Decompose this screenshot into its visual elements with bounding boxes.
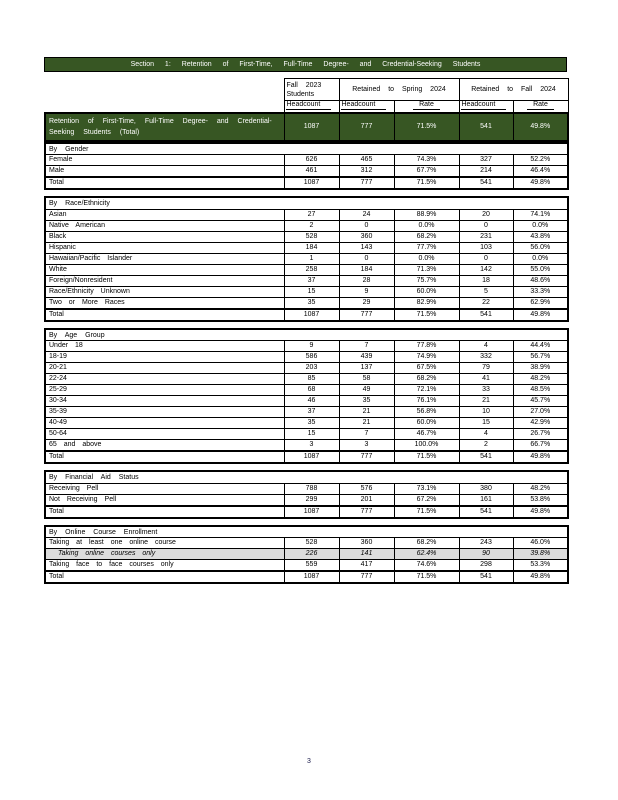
cell-fall2023-headcount: 46 [284, 396, 339, 407]
row-label: Female [45, 155, 284, 166]
cell-fall2024-rate: 74.1% [513, 209, 568, 220]
cell-fall2023-headcount: 184 [284, 242, 339, 253]
table-row [45, 483, 568, 494]
cell-fall2023-headcount: 461 [284, 166, 339, 178]
cell-fall2024-rate: 49.8% [513, 309, 568, 321]
table-row [45, 264, 568, 275]
cell-spring-headcount: 777 [339, 451, 394, 463]
table-row [45, 440, 568, 452]
row-label: Native American [45, 220, 284, 231]
cell-spring-rate: 56.8% [394, 407, 459, 418]
cell-spring-headcount: 49 [339, 385, 394, 396]
section-title-label: By Age Group [45, 329, 568, 341]
cell-fall2024-rate: 53.8% [513, 494, 568, 506]
section-total-row [45, 177, 568, 189]
cell-spring-headcount: 141 [339, 549, 394, 560]
cell-spring-headcount: 21 [339, 418, 394, 429]
cell-fall2023-headcount: 1087 [284, 451, 339, 463]
row-label: Receiving Pell [45, 483, 284, 494]
cell-spring-rate: 76.1% [394, 396, 459, 407]
cell-spring-headcount: 777 [339, 571, 394, 583]
row-label: Not Receiving Pell [45, 494, 284, 506]
cell-fall2023-headcount: 226 [284, 549, 339, 560]
cell-fall2024-headcount: 231 [459, 231, 513, 242]
cell-spring-rate: 60.0% [394, 286, 459, 297]
col-header-headcount-fall2023: Headcount [284, 101, 339, 113]
cell-spring-rate: 77.7% [394, 242, 459, 253]
cell-fall2024-headcount: 0 [459, 253, 513, 264]
row-label: Total [45, 177, 284, 189]
cell-fall2024-headcount: 243 [459, 538, 513, 549]
cell-spring-rate: 74.3% [394, 155, 459, 166]
cell-fall2023-headcount: 1087 [284, 309, 339, 321]
cell-fall2024-headcount: 15 [459, 418, 513, 429]
cell-fall2024-headcount: 41 [459, 374, 513, 385]
cell-fall2024-headcount: 541 [459, 451, 513, 463]
cell-fall2024-rate: 52.2% [513, 155, 568, 166]
cell-spring-headcount: 58 [339, 374, 394, 385]
grand-total-label: Retention of First-Time, Full-Time Degree- and Credential-Seeking Students (Total) [45, 113, 284, 141]
table-row [45, 220, 568, 231]
table-row [45, 253, 568, 264]
cell-spring-rate: 71.5% [394, 571, 459, 583]
cell-fall2024-headcount: 332 [459, 352, 513, 363]
cell-spring-headcount: 7 [339, 341, 394, 352]
cell-spring-rate: 71.5% [394, 506, 459, 518]
cell-spring-headcount: 360 [339, 231, 394, 242]
cell-fall2024-headcount: 298 [459, 560, 513, 572]
table-row [45, 166, 568, 178]
row-label: Total [45, 451, 284, 463]
cell-fall2024-rate: 62.9% [513, 297, 568, 309]
cell-spring-headcount: 9 [339, 286, 394, 297]
section-title-label: By Financial Aid Status [45, 471, 568, 483]
cell-spring-rate: 100.0% [394, 440, 459, 452]
row-label: Male [45, 166, 284, 178]
blank-corner-cell [45, 101, 284, 113]
table-row [45, 538, 568, 549]
section-title-label: By Gender [45, 143, 568, 155]
cell-fall2023-headcount: 299 [284, 494, 339, 506]
cell-fall2023-headcount: 1 [284, 253, 339, 264]
cell-fall2024-headcount: 90 [459, 549, 513, 560]
cell-fall2024-rate: 44.4% [513, 341, 568, 352]
cell-spring-rate: 77.8% [394, 341, 459, 352]
cell-spring-headcount: 137 [339, 363, 394, 374]
cell-fall2024-rate: 48.2% [513, 374, 568, 385]
row-label: Black [45, 231, 284, 242]
table-row [45, 429, 568, 440]
row-label: Taking at least one online course [45, 538, 284, 549]
cell-spring-headcount: 21 [339, 407, 394, 418]
table-row [45, 363, 568, 374]
cell-fall2024-headcount: 327 [459, 155, 513, 166]
cell-spring-rate: 0.0% [394, 220, 459, 231]
cell-fall2023-headcount: 203 [284, 363, 339, 374]
table-row [45, 549, 568, 560]
table-row [45, 494, 568, 506]
cell-spring-headcount: 29 [339, 297, 394, 309]
col-group-retained-to-fall-2024: Retained to Fall 2024 [459, 79, 568, 101]
cell-fall2023-headcount: 35 [284, 418, 339, 429]
cell-spring-headcount: 777 [339, 177, 394, 189]
cell-fall2024-headcount: 380 [459, 483, 513, 494]
cell-fall2023-headcount: 35 [284, 297, 339, 309]
grand-total-fall2023-headcount: 1087 [284, 113, 339, 141]
table-row [45, 242, 568, 253]
cell-spring-headcount: 360 [339, 538, 394, 549]
row-label: 40-49 [45, 418, 284, 429]
cell-fall2024-rate: 48.5% [513, 385, 568, 396]
cell-fall2024-rate: 48.6% [513, 275, 568, 286]
cell-fall2023-headcount: 586 [284, 352, 339, 363]
table-row [45, 418, 568, 429]
row-label: 25-29 [45, 385, 284, 396]
row-label: 50-64 [45, 429, 284, 440]
cell-fall2023-headcount: 528 [284, 231, 339, 242]
section-title-row [45, 471, 568, 483]
cell-fall2024-rate: 45.7% [513, 396, 568, 407]
cell-spring-rate: 73.1% [394, 483, 459, 494]
cell-spring-rate: 71.3% [394, 264, 459, 275]
sections-container [44, 142, 567, 585]
grand-total-row [45, 113, 568, 141]
cell-fall2023-headcount: 1087 [284, 177, 339, 189]
cell-fall2023-headcount: 3 [284, 440, 339, 452]
cell-fall2023-headcount: 528 [284, 538, 339, 549]
cell-fall2024-rate: 49.8% [513, 506, 568, 518]
section-table [44, 470, 569, 519]
cell-fall2024-headcount: 103 [459, 242, 513, 253]
cell-fall2024-rate: 66.7% [513, 440, 568, 452]
row-label: 65 and above [45, 440, 284, 452]
table-row [45, 341, 568, 352]
cell-spring-headcount: 576 [339, 483, 394, 494]
cell-fall2024-headcount: 79 [459, 363, 513, 374]
row-label: 35-39 [45, 407, 284, 418]
cell-fall2024-headcount: 20 [459, 209, 513, 220]
cell-spring-rate: 68.2% [394, 538, 459, 549]
cell-fall2024-headcount: 541 [459, 309, 513, 321]
cell-spring-rate: 0.0% [394, 253, 459, 264]
cell-spring-headcount: 184 [339, 264, 394, 275]
table-row [45, 396, 568, 407]
table-row [45, 407, 568, 418]
section-total-row [45, 506, 568, 518]
row-label: Under 18 [45, 341, 284, 352]
row-label: White [45, 264, 284, 275]
section-title-bar [44, 57, 567, 72]
cell-spring-rate: 74.6% [394, 560, 459, 572]
row-label: Total [45, 309, 284, 321]
cell-fall2024-rate: 46.0% [513, 538, 568, 549]
cell-fall2024-rate: 42.9% [513, 418, 568, 429]
row-label: Asian [45, 209, 284, 220]
cell-spring-headcount: 201 [339, 494, 394, 506]
grand-total-fall2024-rate: 49.8% [513, 113, 568, 141]
cell-spring-rate: 75.7% [394, 275, 459, 286]
cell-spring-rate: 68.2% [394, 231, 459, 242]
cell-fall2024-rate: 33.3% [513, 286, 568, 297]
cell-spring-headcount: 417 [339, 560, 394, 572]
cell-fall2024-rate: 48.2% [513, 483, 568, 494]
cell-spring-headcount: 3 [339, 440, 394, 452]
cell-spring-headcount: 777 [339, 309, 394, 321]
cell-fall2024-rate: 0.0% [513, 220, 568, 231]
cell-spring-rate: 88.9% [394, 209, 459, 220]
cell-fall2024-headcount: 4 [459, 429, 513, 440]
cell-spring-rate: 67.2% [394, 494, 459, 506]
cell-spring-rate: 46.7% [394, 429, 459, 440]
section-table [44, 525, 569, 585]
cell-fall2024-headcount: 4 [459, 341, 513, 352]
row-label: Two or More Races [45, 297, 284, 309]
column-subheader-row [45, 101, 568, 113]
cell-fall2023-headcount: 27 [284, 209, 339, 220]
column-group-header-row [45, 79, 568, 101]
cell-fall2024-rate: 53.3% [513, 560, 568, 572]
cell-fall2024-headcount: 5 [459, 286, 513, 297]
cell-spring-headcount: 0 [339, 220, 394, 231]
cell-fall2024-rate: 56.7% [513, 352, 568, 363]
table-row [45, 209, 568, 220]
section-table [44, 196, 569, 322]
col-group-retained-to-spring-2024: Retained to Spring 2024 [339, 79, 459, 101]
table-row [45, 231, 568, 242]
cell-fall2024-rate: 43.8% [513, 231, 568, 242]
cell-fall2023-headcount: 559 [284, 560, 339, 572]
row-label: 20-21 [45, 363, 284, 374]
grand-total-spring-rate: 71.5% [394, 113, 459, 141]
cell-fall2023-headcount: 37 [284, 407, 339, 418]
cell-fall2023-headcount: 9 [284, 341, 339, 352]
cell-fall2024-rate: 0.0% [513, 253, 568, 264]
cell-fall2024-rate: 49.8% [513, 451, 568, 463]
row-label: Taking online courses only [45, 549, 284, 560]
cell-fall2023-headcount: 37 [284, 275, 339, 286]
row-label: Hispanic [45, 242, 284, 253]
cell-spring-rate: 67.7% [394, 166, 459, 178]
summary-header-table [44, 78, 569, 142]
cell-spring-rate: 71.5% [394, 177, 459, 189]
cell-spring-headcount: 7 [339, 429, 394, 440]
cell-spring-headcount: 143 [339, 242, 394, 253]
table-row [45, 385, 568, 396]
cell-fall2024-rate: 26.7% [513, 429, 568, 440]
cell-fall2024-headcount: 2 [459, 440, 513, 452]
cell-spring-rate: 74.9% [394, 352, 459, 363]
col-group-fall-2023-students: Fall 2023 Students [284, 79, 339, 101]
section-table [44, 142, 569, 191]
row-label: Race/Ethnicity Unknown [45, 286, 284, 297]
row-label: Hawaiian/Pacific Islander [45, 253, 284, 264]
cell-fall2023-headcount: 788 [284, 483, 339, 494]
row-label: 18-19 [45, 352, 284, 363]
cell-spring-headcount: 439 [339, 352, 394, 363]
cell-fall2023-headcount: 85 [284, 374, 339, 385]
cell-fall2023-headcount: 258 [284, 264, 339, 275]
cell-fall2024-headcount: 541 [459, 177, 513, 189]
blank-corner-cell [45, 79, 284, 101]
row-label: Total [45, 571, 284, 583]
cell-fall2023-headcount: 2 [284, 220, 339, 231]
grand-total-spring-headcount: 777 [339, 113, 394, 141]
cell-fall2024-rate: 46.4% [513, 166, 568, 178]
table-row [45, 275, 568, 286]
cell-spring-rate: 67.5% [394, 363, 459, 374]
cell-fall2024-rate: 39.8% [513, 549, 568, 560]
report-content [44, 57, 567, 590]
section-title-label: By Online Course Enrollment [45, 526, 568, 538]
cell-spring-headcount: 24 [339, 209, 394, 220]
section-table [44, 328, 569, 465]
cell-spring-rate: 71.5% [394, 451, 459, 463]
col-header-rate-spring: Rate [394, 101, 459, 113]
cell-spring-headcount: 28 [339, 275, 394, 286]
row-label: Taking face to face courses only [45, 560, 284, 572]
section-total-row [45, 571, 568, 583]
section-title-row [45, 197, 568, 209]
cell-fall2023-headcount: 1087 [284, 506, 339, 518]
cell-spring-headcount: 0 [339, 253, 394, 264]
cell-spring-rate: 68.2% [394, 374, 459, 385]
row-label: Foreign/Nonresident [45, 275, 284, 286]
cell-fall2024-headcount: 0 [459, 220, 513, 231]
page-number: 3 [307, 758, 311, 765]
cell-fall2023-headcount: 15 [284, 286, 339, 297]
section-title-row [45, 329, 568, 341]
table-row [45, 374, 568, 385]
table-row [45, 352, 568, 363]
section-title-row [45, 526, 568, 538]
cell-spring-headcount: 465 [339, 155, 394, 166]
section-total-row [45, 451, 568, 463]
cell-fall2024-headcount: 541 [459, 506, 513, 518]
table-row [45, 560, 568, 572]
cell-fall2024-headcount: 22 [459, 297, 513, 309]
cell-fall2024-rate: 56.0% [513, 242, 568, 253]
cell-fall2024-headcount: 18 [459, 275, 513, 286]
cell-fall2024-headcount: 21 [459, 396, 513, 407]
section-title-label: By Race/Ethnicity [45, 197, 568, 209]
cell-spring-rate: 60.0% [394, 418, 459, 429]
col-header-headcount-fall2024: Headcount [459, 101, 513, 113]
cell-fall2024-headcount: 10 [459, 407, 513, 418]
cell-spring-rate: 71.5% [394, 309, 459, 321]
row-label: 22-24 [45, 374, 284, 385]
cell-fall2023-headcount: 15 [284, 429, 339, 440]
cell-fall2024-rate: 55.0% [513, 264, 568, 275]
section-title-row [45, 143, 568, 155]
section-title: Section 1: Retention of First-Time, Full-Time Degree- and Credential-Seeking Students [130, 61, 481, 68]
cell-spring-rate: 62.4% [394, 549, 459, 560]
cell-fall2023-headcount: 68 [284, 385, 339, 396]
cell-fall2024-rate: 49.8% [513, 571, 568, 583]
cell-spring-headcount: 312 [339, 166, 394, 178]
col-header-rate-fall2024: Rate [513, 101, 568, 113]
cell-fall2023-headcount: 626 [284, 155, 339, 166]
table-row [45, 286, 568, 297]
cell-spring-headcount: 777 [339, 506, 394, 518]
cell-fall2024-headcount: 142 [459, 264, 513, 275]
cell-fall2024-headcount: 161 [459, 494, 513, 506]
cell-fall2024-rate: 38.9% [513, 363, 568, 374]
cell-fall2024-headcount: 33 [459, 385, 513, 396]
row-label: Total [45, 506, 284, 518]
col-header-headcount-spring: Headcount [339, 101, 394, 113]
cell-fall2024-rate: 27.0% [513, 407, 568, 418]
section-total-row [45, 309, 568, 321]
cell-spring-headcount: 35 [339, 396, 394, 407]
cell-fall2023-headcount: 1087 [284, 571, 339, 583]
cell-fall2024-rate: 49.8% [513, 177, 568, 189]
grand-total-fall2024-headcount: 541 [459, 113, 513, 141]
table-row [45, 155, 568, 166]
row-label: 30-34 [45, 396, 284, 407]
cell-fall2024-headcount: 214 [459, 166, 513, 178]
table-row [45, 297, 568, 309]
cell-spring-rate: 72.1% [394, 385, 459, 396]
cell-fall2024-headcount: 541 [459, 571, 513, 583]
cell-spring-rate: 82.9% [394, 297, 459, 309]
